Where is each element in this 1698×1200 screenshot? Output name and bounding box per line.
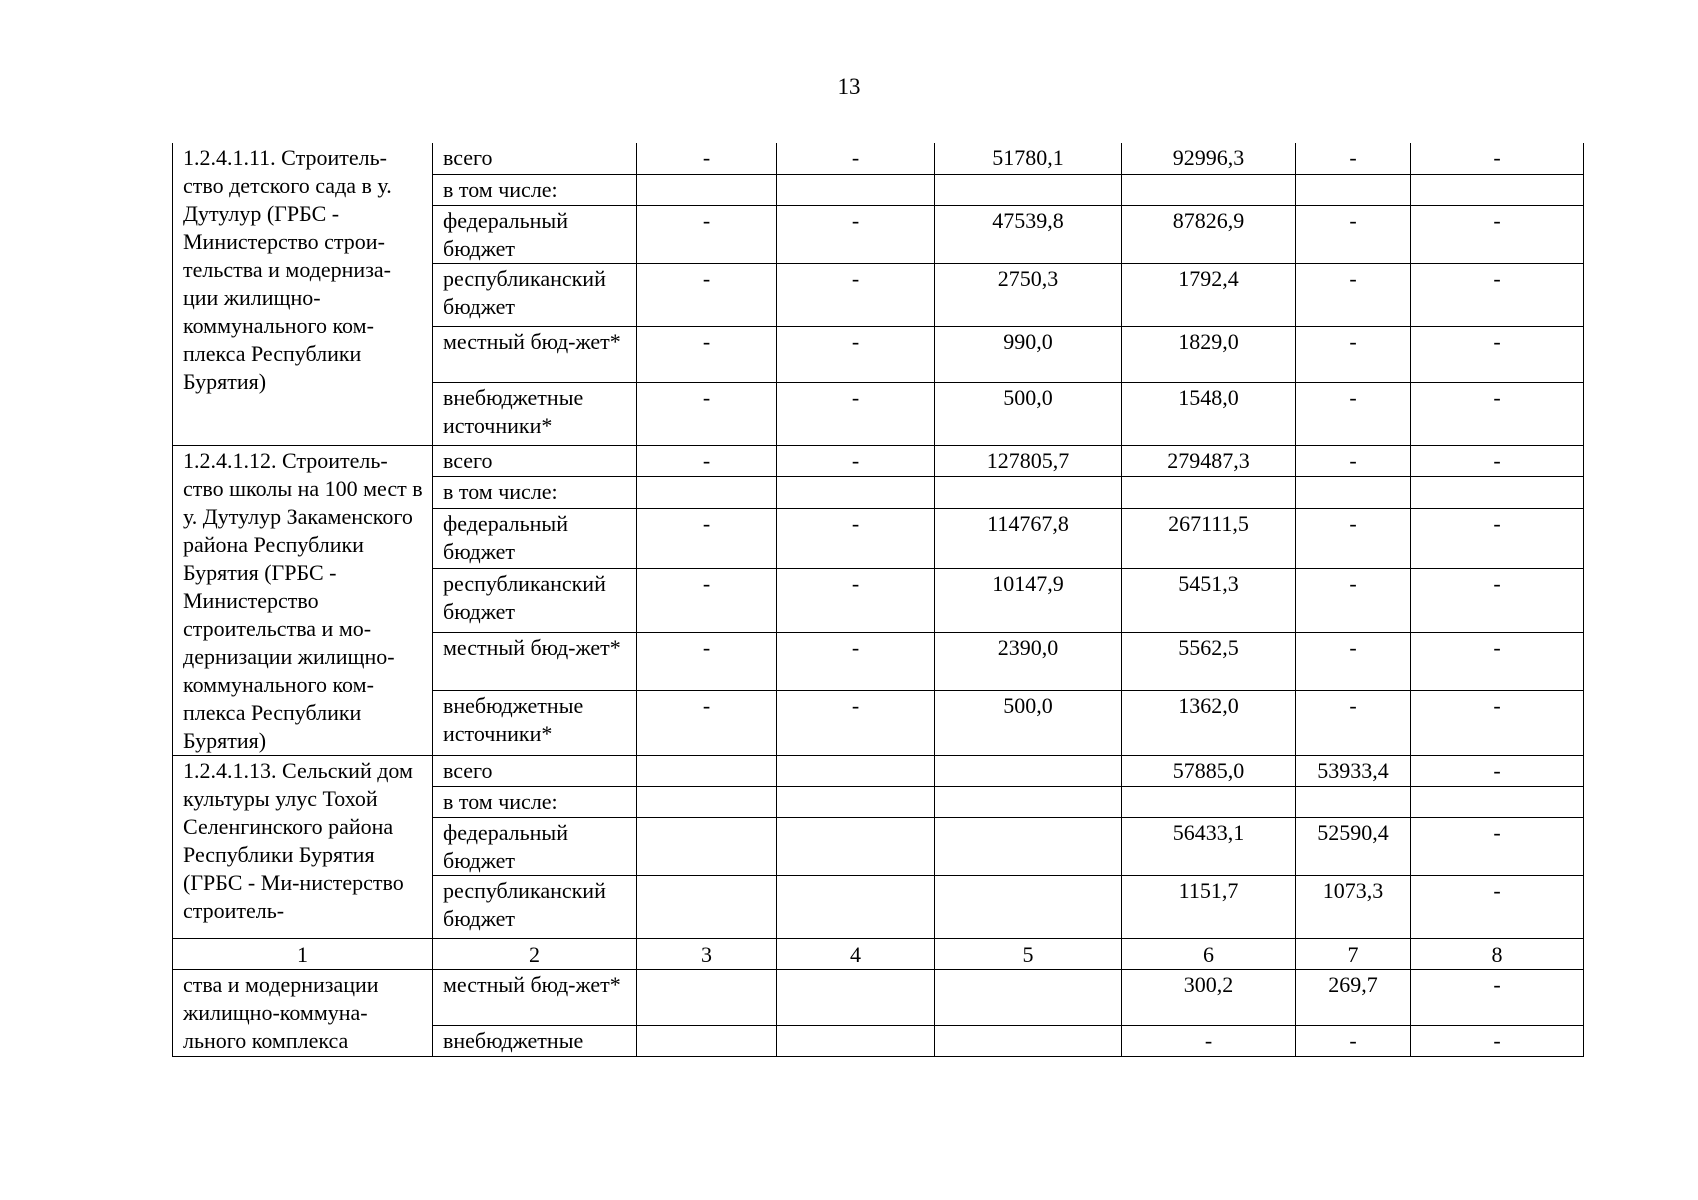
value-c8: - xyxy=(1411,817,1584,875)
value-c3: - xyxy=(637,690,777,755)
funding-source: местный бюд-жет* xyxy=(433,633,637,690)
value-c8: - xyxy=(1411,969,1584,1025)
value-c7 xyxy=(1296,477,1411,509)
value-c3 xyxy=(637,817,777,875)
value-c4 xyxy=(777,755,935,786)
value-c5: 2750,3 xyxy=(935,263,1122,326)
value-c6: 1151,7 xyxy=(1122,875,1296,938)
value-c6: 1792,4 xyxy=(1122,263,1296,326)
funding-source: местный бюд-жет* xyxy=(433,969,637,1025)
value-c5 xyxy=(935,1025,1122,1056)
value-c8: - xyxy=(1411,326,1584,382)
funding-source: всего xyxy=(433,445,637,477)
table-row xyxy=(173,445,1584,477)
table-row xyxy=(173,143,1584,174)
value-c6: 5451,3 xyxy=(1122,568,1296,633)
value-c4: - xyxy=(777,205,935,263)
value-c8 xyxy=(1411,174,1584,205)
value-c7: 53933,4 xyxy=(1296,755,1411,786)
page-number: 13 xyxy=(837,74,861,99)
measure-title: 1.2.4.1.13. Сельский дом культуры улус Тохой Селенгинского района Республики Бурятия (ГРБС - Ми-нистерство строитель- xyxy=(173,755,433,938)
value-c8 xyxy=(1411,477,1584,509)
funding-source: республиканский бюджет xyxy=(433,875,637,938)
value-c6 xyxy=(1122,174,1296,205)
value-c5: 127805,7 xyxy=(935,445,1122,477)
value-c7: - xyxy=(1296,445,1411,477)
value-c3: - xyxy=(637,633,777,690)
funding-source: всего xyxy=(433,755,637,786)
funding-source: федеральный бюджет xyxy=(433,205,637,263)
value-c3: - xyxy=(637,263,777,326)
value-c5: 47539,8 xyxy=(935,205,1122,263)
value-c6 xyxy=(1122,477,1296,509)
value-c5: 500,0 xyxy=(935,382,1122,445)
value-c5: 114767,8 xyxy=(935,509,1122,569)
value-c4: - xyxy=(777,143,935,174)
value-c5 xyxy=(935,174,1122,205)
value-c5: 51780,1 xyxy=(935,143,1122,174)
value-c7 xyxy=(1296,786,1411,817)
value-c4: - xyxy=(777,382,935,445)
funding-source: республиканский бюджет xyxy=(433,263,637,326)
value-c7: - xyxy=(1296,326,1411,382)
value-c4 xyxy=(777,969,935,1025)
value-c8: - xyxy=(1411,445,1584,477)
value-c6: 87826,9 xyxy=(1122,205,1296,263)
value-c3 xyxy=(637,174,777,205)
value-c4 xyxy=(777,875,935,938)
value-c6: 1829,0 xyxy=(1122,326,1296,382)
column-number: 4 xyxy=(777,938,935,969)
measure-title: 1.2.4.1.12. Строитель-ство школы на 100 мест в у. Дутулур Закаменского района Республики Бурятия (ГРБС - Министерство строительства и мо-дернизации жилищно-коммунального ком-плекса Республики Бурятия) xyxy=(173,445,433,755)
value-c8 xyxy=(1411,786,1584,817)
value-c3: - xyxy=(637,326,777,382)
value-c8: - xyxy=(1411,382,1584,445)
funding-source: в том числе: xyxy=(433,786,637,817)
funding-source: внебюджетные источники* xyxy=(433,382,637,445)
value-c3 xyxy=(637,875,777,938)
budget-table xyxy=(172,143,1584,1057)
value-c5: 10147,9 xyxy=(935,568,1122,633)
value-c7: - xyxy=(1296,1025,1411,1056)
value-c5 xyxy=(935,875,1122,938)
value-c5 xyxy=(935,786,1122,817)
value-c8: - xyxy=(1411,509,1584,569)
column-number-row xyxy=(173,938,1584,969)
value-c3: - xyxy=(637,445,777,477)
value-c6: 56433,1 xyxy=(1122,817,1296,875)
value-c6: 5562,5 xyxy=(1122,633,1296,690)
funding-source: внебюджетные источники* xyxy=(433,690,637,755)
value-c4: - xyxy=(777,568,935,633)
value-c5: 990,0 xyxy=(935,326,1122,382)
value-c8: - xyxy=(1411,690,1584,755)
column-number: 3 xyxy=(637,938,777,969)
value-c6: 1548,0 xyxy=(1122,382,1296,445)
value-c5 xyxy=(935,477,1122,509)
value-c5 xyxy=(935,969,1122,1025)
value-c7: - xyxy=(1296,509,1411,569)
value-c3 xyxy=(637,969,777,1025)
value-c6 xyxy=(1122,786,1296,817)
column-number: 7 xyxy=(1296,938,1411,969)
value-c6: 279487,3 xyxy=(1122,445,1296,477)
value-c7: - xyxy=(1296,382,1411,445)
value-c4 xyxy=(777,817,935,875)
value-c5: 2390,0 xyxy=(935,633,1122,690)
value-c4: - xyxy=(777,263,935,326)
funding-source: в том числе: xyxy=(433,477,637,509)
value-c4 xyxy=(777,1025,935,1056)
value-c7: - xyxy=(1296,143,1411,174)
funding-source: республиканский бюджет xyxy=(433,568,637,633)
value-c6: 1362,0 xyxy=(1122,690,1296,755)
value-c5 xyxy=(935,755,1122,786)
measure-title: ства и модернизации жилищно-коммуна-льного комплекса xyxy=(173,969,433,1056)
value-c7: 1073,3 xyxy=(1296,875,1411,938)
value-c8: - xyxy=(1411,263,1584,326)
value-c6: 57885,0 xyxy=(1122,755,1296,786)
measure-title: 1.2.4.1.11. Строитель-ство детского сада в у. Дутулур (ГРБС - Министерство строи-тельства и модерниза-ции жилищно-коммунального ком-плекса Республики Бурятия) xyxy=(173,143,433,445)
value-c8: - xyxy=(1411,875,1584,938)
value-c3: - xyxy=(637,568,777,633)
value-c7: 52590,4 xyxy=(1296,817,1411,875)
value-c4: - xyxy=(777,509,935,569)
value-c7: - xyxy=(1296,205,1411,263)
column-number: 6 xyxy=(1122,938,1296,969)
value-c3 xyxy=(637,477,777,509)
value-c7: - xyxy=(1296,633,1411,690)
value-c8: - xyxy=(1411,633,1584,690)
value-c6: 92996,3 xyxy=(1122,143,1296,174)
value-c3 xyxy=(637,786,777,817)
column-number: 8 xyxy=(1411,938,1584,969)
table-row xyxy=(173,969,1584,1025)
value-c4 xyxy=(777,174,935,205)
value-c8: - xyxy=(1411,1025,1584,1056)
funding-source: федеральный бюджет xyxy=(433,509,637,569)
value-c8: - xyxy=(1411,568,1584,633)
funding-source: в том числе: xyxy=(433,174,637,205)
value-c7: - xyxy=(1296,263,1411,326)
value-c5: 500,0 xyxy=(935,690,1122,755)
value-c3: - xyxy=(637,509,777,569)
value-c4: - xyxy=(777,445,935,477)
value-c3 xyxy=(637,755,777,786)
value-c7: - xyxy=(1296,690,1411,755)
funding-source: внебюджетные xyxy=(433,1025,637,1056)
value-c8: - xyxy=(1411,205,1584,263)
value-c4 xyxy=(777,477,935,509)
value-c7: - xyxy=(1296,568,1411,633)
value-c7: 269,7 xyxy=(1296,969,1411,1025)
value-c3: - xyxy=(637,143,777,174)
value-c3 xyxy=(637,1025,777,1056)
value-c6: 300,2 xyxy=(1122,969,1296,1025)
column-number: 5 xyxy=(935,938,1122,969)
column-number: 1 xyxy=(173,938,433,969)
value-c5 xyxy=(935,817,1122,875)
value-c4: - xyxy=(777,690,935,755)
value-c7 xyxy=(1296,174,1411,205)
funding-source: местный бюд-жет* xyxy=(433,326,637,382)
value-c4 xyxy=(777,786,935,817)
column-number: 2 xyxy=(433,938,637,969)
value-c8: - xyxy=(1411,755,1584,786)
funding-source: всего xyxy=(433,143,637,174)
value-c3: - xyxy=(637,205,777,263)
table-row xyxy=(173,755,1584,786)
value-c3: - xyxy=(637,382,777,445)
value-c8: - xyxy=(1411,143,1584,174)
value-c6: - xyxy=(1122,1025,1296,1056)
value-c6: 267111,5 xyxy=(1122,509,1296,569)
funding-source: федеральный бюджет xyxy=(433,817,637,875)
value-c4: - xyxy=(777,326,935,382)
value-c4: - xyxy=(777,633,935,690)
